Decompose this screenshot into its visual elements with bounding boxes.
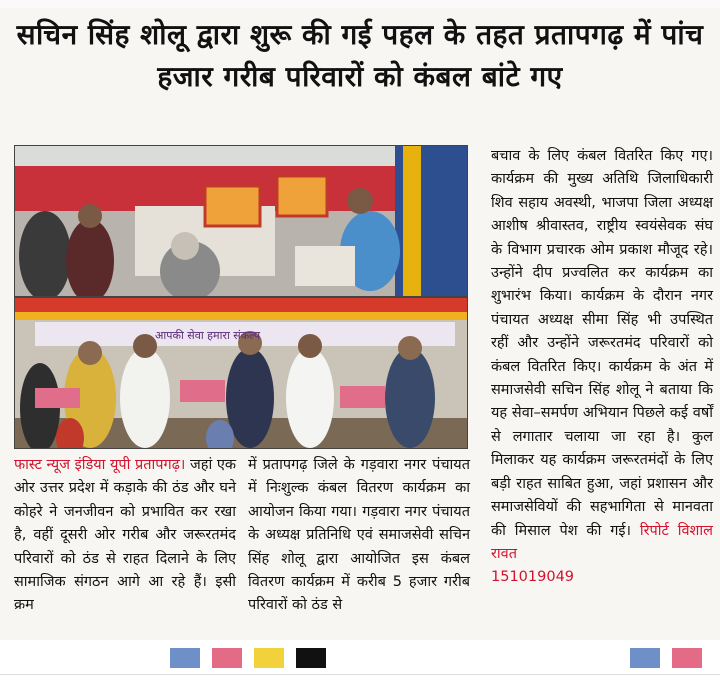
reporter-credit: रिपोर्ट विशाल रावत xyxy=(491,522,714,562)
swatch-yellow xyxy=(254,648,284,668)
col2-text: में प्रतापगढ़ जिले के गड़वारा नगर पंचायत में निःशुल्क कंबल वितरण कार्यक्रम का आयोजन किया गया। गड़वारा नगर पंचायत के अध्यक्ष प्रतिनिधि एवं समाजसेवी सचिन सिंह शोलू द्वारा आयोजित इस कंबल वितरण कार्यक्रम में करीब 5 हजार गरीब परिवारों को ठंड से xyxy=(248,457,470,614)
col3-text: बचाव के लिए कंबल वितरित किए गए। कार्यक्रम की मुख्य अतिथि जिलाधिकारी शिव सहाय अवस्थी, भाजपा जिला अध्यक्ष आशीष श्रीवास्तव, राष्ट्रीय स्वयंसेवक संघ के विभाग प्रचारक ओम प्रकाश मौजूद रहे। उन्होंने दीप प्रज्वलित कर कार्यक्रम का शुभारंभ किया। कार्यक्रम के दौरान नगर पंचायत अध्यक्ष सीमा सिंह भी उपस्थित रहीं और उन्होंने जरूरतमंद परिवारों को कंबल वितरित किए। कार्यक्रम के अंत में समाजसेवी सचिन सिंह शोलू ने बताया कि यह सेवा–समर्पण अभियान पिछले कई वर्षों से लगातार चलाया जा रहा है। कुल मिलाकर यह कार्यक्रम जरूरतमंदों के लिए बड़ी राहत साबित हुआ, जहां प्रशासन और समाजसेवियों की सहभागिता से मानवता की मिसाल पेश की गई। xyxy=(491,148,713,539)
article-column-3 xyxy=(491,145,713,590)
photo-stage-illustration xyxy=(15,298,467,448)
swatch-blue-right xyxy=(630,648,660,668)
col1-text: जहां एक ओर उत्तर प्रदेश में कड़ाके की ठंड और घने कोहरे ने जनजीवन को प्रभावित कर रखा है, वहीं दूसरी ओर गरीब और जरूरतमंद परिवारों को ठंड से राहत दिलाने के लिए सामाजिक संगठन आगे आ रहे हैं। इसी क्रम xyxy=(14,457,237,614)
stage-banner-text: आपकी सेवा हमारा संकल्प xyxy=(155,329,261,342)
article-column-2 xyxy=(248,454,470,618)
registration-line xyxy=(0,674,720,675)
reporter-contact: 151019049 xyxy=(491,569,575,586)
print-color-bar xyxy=(0,640,720,697)
headline: सचिन सिंह शोलू द्वारा शुरू की गई पहल के तहत प्रतापगढ़ में पांच हजार गरीब परिवारों को कंबल बांटे गए xyxy=(16,18,704,93)
photo-stage-officials xyxy=(14,297,468,449)
photo-blanket-distribution-crowd xyxy=(14,145,468,297)
swatch-black xyxy=(296,648,326,668)
dateline: फास्ट न्यूज इंडिया यूपी प्रतापगढ़। xyxy=(14,457,186,473)
article-column-1 xyxy=(14,454,236,618)
photo-crowd-illustration xyxy=(15,146,467,296)
swatch-blue xyxy=(170,648,200,668)
swatch-pink-right xyxy=(672,648,702,668)
top-edge-strip xyxy=(0,0,720,8)
swatch-pink xyxy=(212,648,242,668)
